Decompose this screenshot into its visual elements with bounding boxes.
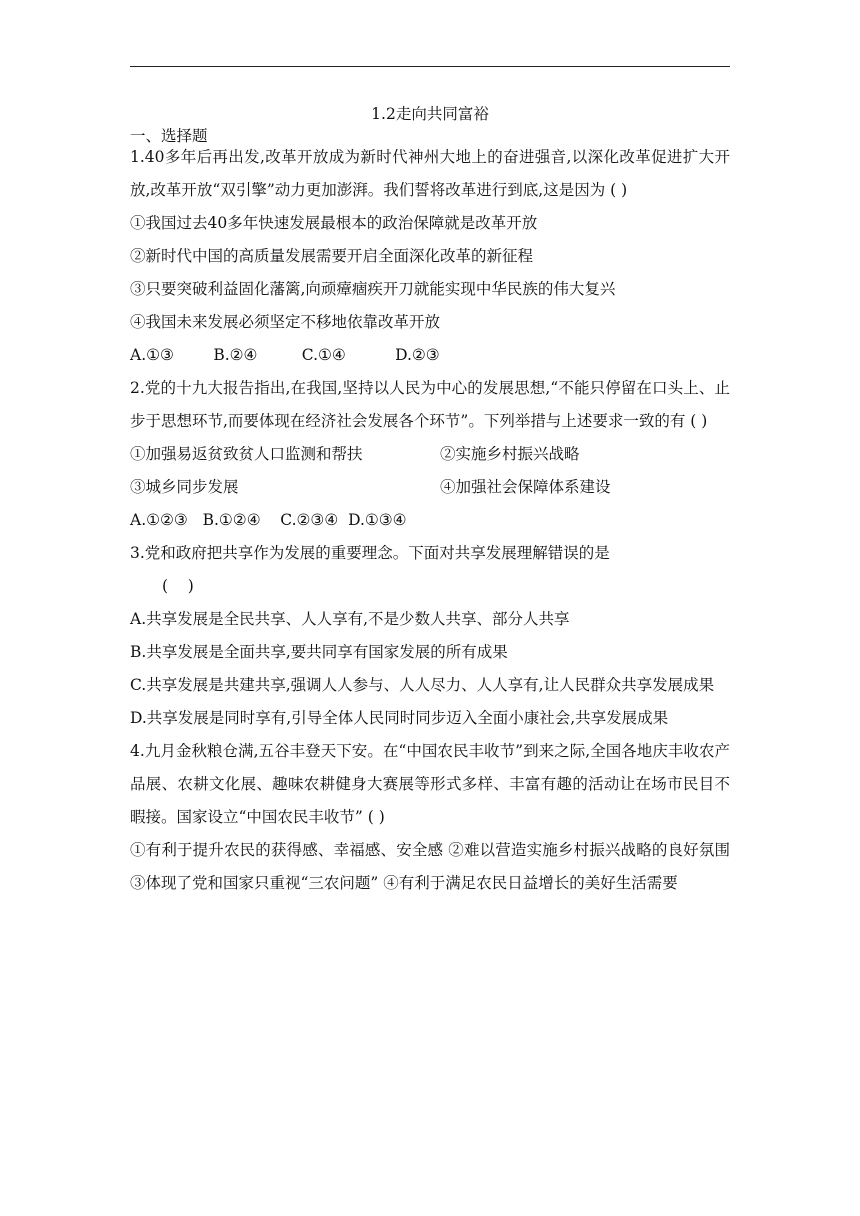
question-3-option-a: A.共享发展是全民共享、人人享有,不是少数人共享、部分人共享 <box>130 610 570 628</box>
question-2-items-row-1 <box>130 438 730 471</box>
question-2-item-1: ①加强易返贫致贫人口监测和帮扶 <box>130 445 363 463</box>
section-heading: 一、选择题 <box>130 127 208 145</box>
question-3-stem: 3.党和政府把共享作为发展的重要理念。下面对共享发展理解错误的是 <box>130 544 610 562</box>
question-2-item-2: ②实施乡村振兴战略 <box>440 445 580 463</box>
question-2-options: A.①②③ B.①②④ C.②③④ D.①③④ <box>130 511 407 529</box>
question-4-stem: 4.九月金秋粮仓满,五谷丰登天下安。在“中国农民丰收节”到来之际,全国各地庆丰收农产品展、农耕文化展、趣味农耕健身大赛展等形式多样、丰富有趣的活动让在场市民目不暇接。国家设立“中国农民丰收节” ( ) <box>130 742 730 826</box>
question-1-item-1: ①我国过去40多年快速发展最根本的政治保障就是改革开放 <box>130 214 538 232</box>
question-3-option-c: C.共享发展是共建共享,强调人人参与、人人尽力、人人享有,让人民群众共享发展成果 <box>130 676 715 694</box>
question-3-answer-paren: ( ) <box>162 577 194 595</box>
page-title: 1.2走向共同富裕 <box>371 105 489 123</box>
header-rule <box>130 66 730 67</box>
question-1-item-2: ②新时代中国的高质量发展需要开启全面深化改革的新征程 <box>130 247 534 265</box>
question-2-items-row-2 <box>130 471 730 504</box>
document-page <box>130 98 730 900</box>
question-3-option-b: B.共享发展是全面共享,要共同享有国家发展的所有成果 <box>130 643 508 661</box>
question-2-stem: 2.党的十九大报告指出,在我国,坚持以人民为中心的发展思想,“不能只停留在口头上、止步于思想环节,而要体现在经济社会发展各个环节”。下列举措与上述要求一致的有 ( ) <box>130 379 730 430</box>
question-1-item-3: ③只要突破利益固化藩篱,向顽瘴痼疾开刀就能实现中华民族的伟大复兴 <box>130 280 616 298</box>
question-1-item-4: ④我国未来发展必须坚定不移地依靠改革开放 <box>130 313 441 331</box>
question-3-option-d: D.共享发展是同时享有,引导全体人民同时同步迈入全面小康社会,共享发展成果 <box>130 709 669 727</box>
question-2-item-4: ④加强社会保障体系建设 <box>440 478 611 496</box>
question-4-items: ①有利于提升农民的获得感、幸福感、安全感 ②难以营造实施乡村振兴战略的良好氛围 ③体现了党和国家只重视“三农问题” ④有利于满足农民日益增长的美好生活需要 <box>130 841 730 892</box>
question-1-stem: 1.40多年后再出发,改革开放成为新时代神州大地上的奋进强音,以深化改革促进扩大开放,改革开放“双引擎”动力更加澎湃。我们誓将改革进行到底,这是因为 ( ) <box>130 148 730 199</box>
question-2-item-3: ③城乡同步发展 <box>130 478 239 496</box>
question-1-options: A.①③ B.②④ C.①④ D.②③ <box>130 346 440 364</box>
